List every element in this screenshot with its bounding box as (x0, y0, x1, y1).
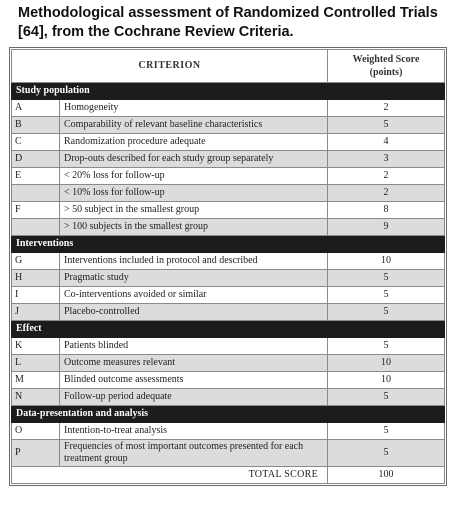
criterion-description: Homogeneity (60, 100, 328, 117)
score-column-header (328, 50, 445, 83)
weighted-score: 5 (328, 270, 445, 287)
criterion-letter: E (12, 168, 60, 185)
table-row (12, 423, 445, 440)
criterion-letter: K (12, 338, 60, 355)
table-row (12, 253, 445, 270)
criterion-description: < 10% loss for follow-up (60, 185, 328, 202)
criterion-description: Drop-outs described for each study group separately (60, 151, 328, 168)
weighted-score: 10 (328, 355, 445, 372)
criterion-description: Randomization procedure adequate (60, 134, 328, 151)
weighted-score: 2 (328, 185, 445, 202)
document-title: Methodological assessment of Randomized Controlled Trials [64], from the Cochrane Review Criteria. (18, 5, 438, 40)
table-row (12, 338, 445, 355)
criterion-description: < 20% loss for follow-up (60, 168, 328, 185)
weighted-score: 5 (328, 423, 445, 440)
criterion-description: Follow-up period adequate (60, 389, 328, 406)
section-title: Interventions (12, 236, 445, 253)
criterion-letter (12, 219, 60, 236)
weighted-score: 5 (328, 440, 445, 467)
criterion-letter: B (12, 117, 60, 134)
weighted-score: 9 (328, 219, 445, 236)
table-row (12, 151, 445, 168)
score-header-line1: Weighted Score (352, 54, 420, 65)
criterion-letter: O (12, 423, 60, 440)
criterion-description: Outcome measures relevant (60, 355, 328, 372)
table-row (12, 117, 445, 134)
criterion-description: Patients blinded (60, 338, 328, 355)
section-header-row (12, 83, 445, 100)
criteria-table-frame (9, 47, 447, 486)
criterion-letter: C (12, 134, 60, 151)
criterion-description: Intention-to-treat analysis (60, 423, 328, 440)
table-row (12, 219, 445, 236)
section-header-row (12, 236, 445, 253)
criterion-letter: F (12, 202, 60, 219)
criterion-letter: G (12, 253, 60, 270)
section-title: Data-presentation and analysis (12, 406, 445, 423)
section-header-row (12, 321, 445, 338)
table-body (12, 83, 445, 467)
criterion-description: Placebo-controlled (60, 304, 328, 321)
weighted-score: 5 (328, 117, 445, 134)
criterion-description: Co-interventions avoided or similar (60, 287, 328, 304)
table-row (12, 270, 445, 287)
weighted-score: 4 (328, 134, 445, 151)
table-header-row (12, 50, 445, 83)
table-row (12, 185, 445, 202)
total-score-label: TOTAL SCORE (12, 467, 328, 484)
criterion-letter: A (12, 100, 60, 117)
criterion-letter: I (12, 287, 60, 304)
weighted-score: 2 (328, 168, 445, 185)
criterion-description: > 50 subject in the smallest group (60, 202, 328, 219)
weighted-score: 5 (328, 338, 445, 355)
criterion-description: Interventions included in protocol and described (60, 253, 328, 270)
weighted-score: 10 (328, 253, 445, 270)
criterion-letter: D (12, 151, 60, 168)
criterion-letter: P (12, 440, 60, 467)
table-row (12, 304, 445, 321)
weighted-score: 8 (328, 202, 445, 219)
total-score-value: 100 (328, 467, 445, 484)
criterion-description: Pragmatic study (60, 270, 328, 287)
weighted-score: 5 (328, 389, 445, 406)
section-title: Effect (12, 321, 445, 338)
weighted-score: 5 (328, 304, 445, 321)
table-row (12, 287, 445, 304)
table-row (12, 372, 445, 389)
weighted-score: 3 (328, 151, 445, 168)
weighted-score: 5 (328, 287, 445, 304)
criterion-letter (12, 185, 60, 202)
weighted-score: 2 (328, 100, 445, 117)
criterion-letter: H (12, 270, 60, 287)
table-row (12, 440, 445, 467)
score-header-line2: (points) (369, 67, 403, 78)
criterion-description: Comparability of relevant baseline characteristics (60, 117, 328, 134)
table-row (12, 168, 445, 185)
total-row (12, 467, 445, 484)
criterion-letter: J (12, 304, 60, 321)
criterion-description: Blinded outcome assessments (60, 372, 328, 389)
criterion-description: > 100 subjects in the smallest group (60, 219, 328, 236)
criterion-column-header: CRITERION (12, 50, 328, 83)
section-title: Study population (12, 83, 445, 100)
table-row (12, 389, 445, 406)
section-header-row (12, 406, 445, 423)
table-row (12, 134, 445, 151)
criterion-description: Frequencies of most important outcomes presented for each treatment group (60, 440, 328, 467)
table-row (12, 355, 445, 372)
criterion-letter: M (12, 372, 60, 389)
criterion-letter: L (12, 355, 60, 372)
criteria-table (11, 49, 445, 484)
weighted-score: 10 (328, 372, 445, 389)
criterion-letter: N (12, 389, 60, 406)
table-row (12, 100, 445, 117)
table-row (12, 202, 445, 219)
